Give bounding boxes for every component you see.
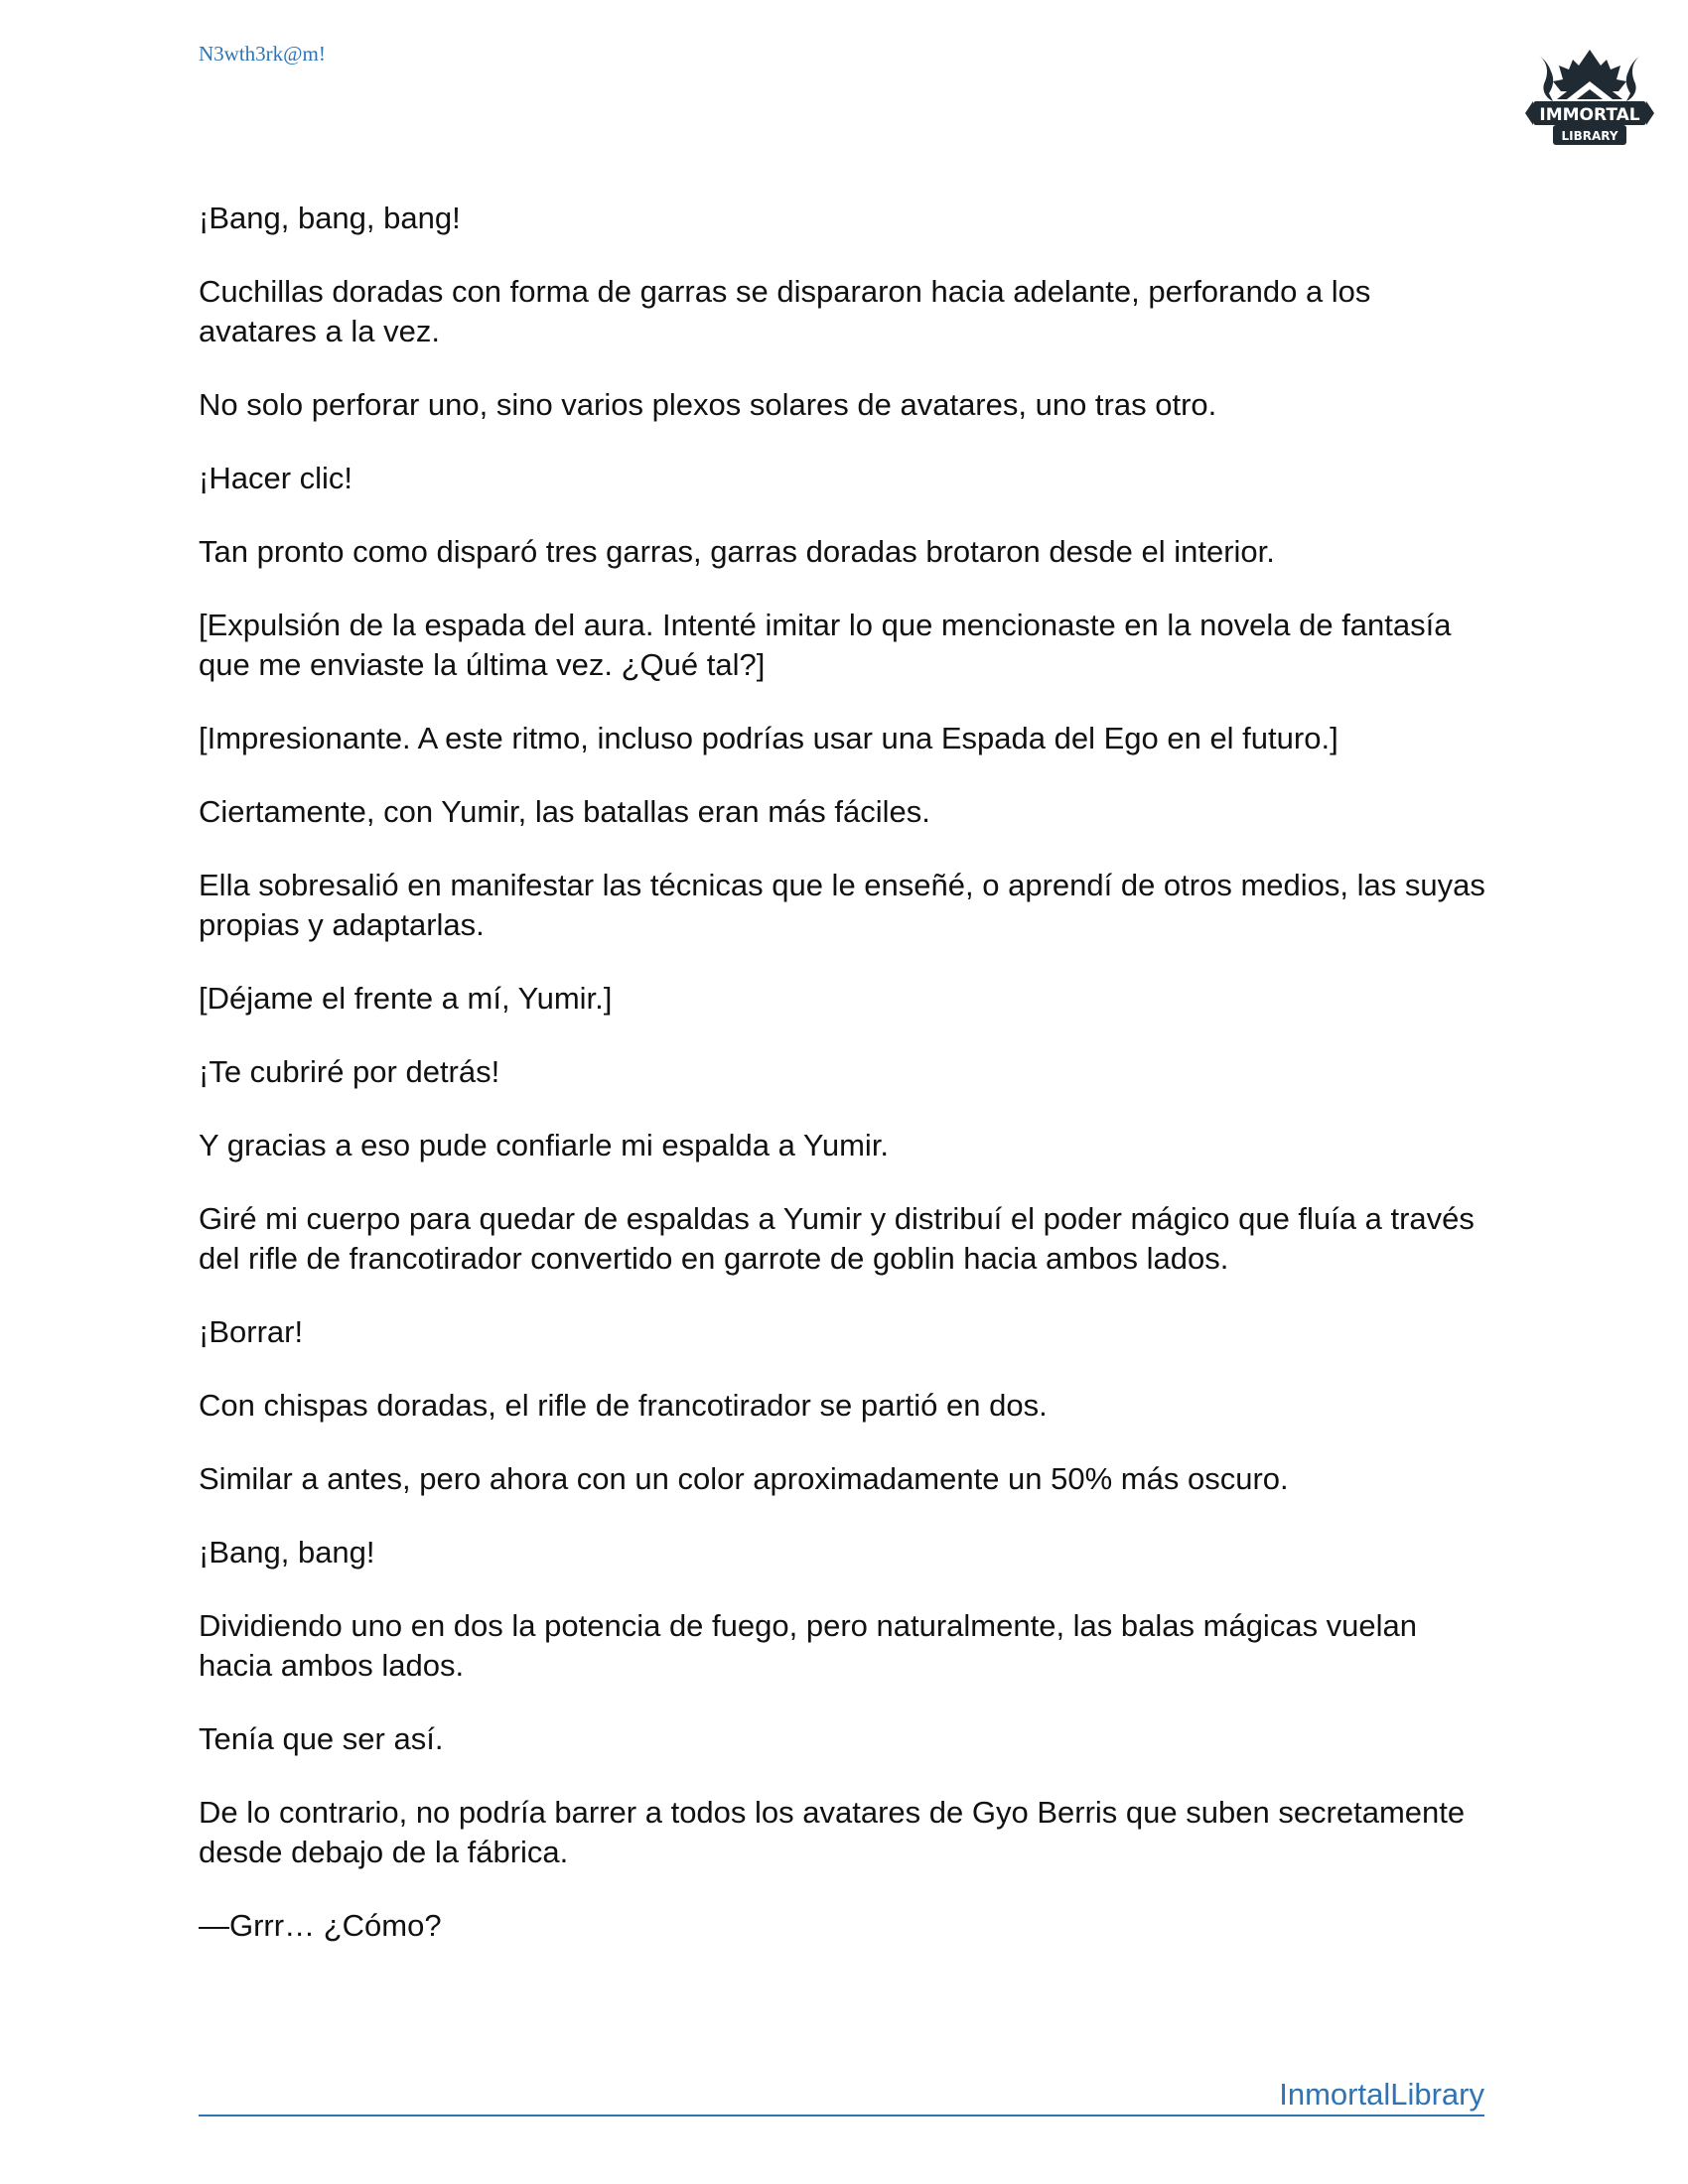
paragraph: Ciertamente, con Yumir, las batallas eran más fáciles.	[199, 794, 930, 829]
paragraph: —Grrr… ¿Cómo?	[199, 1908, 442, 1943]
logo-subtitle-text: LIBRARY	[1561, 129, 1618, 143]
paragraph: Tenía que ser así.	[199, 1721, 444, 1756]
paragraph: Cuchillas doradas con forma de garras se dispararon hacia adelante, perforando a los avatares a la vez.	[199, 274, 1371, 348]
paragraph: De lo contrario, no podría barrer a todos los avatares de Gyo Berris que suben secretamente desde debajo de la fábrica.	[199, 1795, 1466, 1869]
paragraph: ¡Borrar!	[199, 1314, 304, 1349]
footer-library-link[interactable]: InmortalLibrary	[1279, 2077, 1484, 2112]
paragraph: [Expulsión de la espada del aura. Intenté imitar lo que mencionaste en la novela de fantasía que me enviaste la última vez. ¿Qué tal?]	[199, 608, 1452, 682]
header-watermark: N3wth3rk@m!	[199, 42, 326, 66]
paragraph: ¡Bang, bang, bang!	[199, 201, 461, 235]
paragraph: Y gracias a eso pude confiarle mi espalda a Yumir.	[199, 1128, 890, 1162]
paragraph: Similar a antes, pero ahora con un color aproximadamente un 50% más oscuro.	[199, 1461, 1289, 1496]
paragraph: Ella sobresalió en manifestar las técnicas que le enseñé, o aprendí de otros medios, las suyas propias y adaptarlas.	[199, 868, 1485, 942]
paragraph: No solo perforar uno, sino varios plexos solares de avatares, uno tras otro.	[199, 387, 1217, 422]
immortal-library-logo	[1519, 36, 1660, 167]
paragraph: Tan pronto como disparó tres garras, garras doradas brotaron desde el interior.	[199, 534, 1275, 569]
paragraph: Con chispas doradas, el rifle de francotirador se partió en dos.	[199, 1388, 1048, 1423]
paragraph: [Impresionante. A este ritmo, incluso podrías usar una Espada del Ego en el futuro.]	[199, 721, 1338, 755]
paragraph: ¡Hacer clic!	[199, 461, 353, 495]
paragraph: Dividiendo uno en dos la potencia de fuego, pero naturalmente, las balas mágicas vuelan hacia ambos lados.	[199, 1608, 1418, 1683]
logo-title-text: IMMORTAL	[1539, 105, 1640, 125]
paragraph: Giré mi cuerpo para quedar de espaldas a Yumir y distribuí el poder mágico que fluía a través del rifle de francotirador convertido en garrote de goblin hacia ambos lados.	[199, 1201, 1475, 1276]
footer-rule	[199, 2075, 1484, 2116]
chapter-body	[199, 199, 1489, 1979]
paragraph: [Déjame el frente a mí, Yumir.]	[199, 981, 613, 1016]
paragraph: ¡Bang, bang!	[199, 1535, 375, 1570]
paragraph: ¡Te cubriré por detrás!	[199, 1054, 500, 1089]
